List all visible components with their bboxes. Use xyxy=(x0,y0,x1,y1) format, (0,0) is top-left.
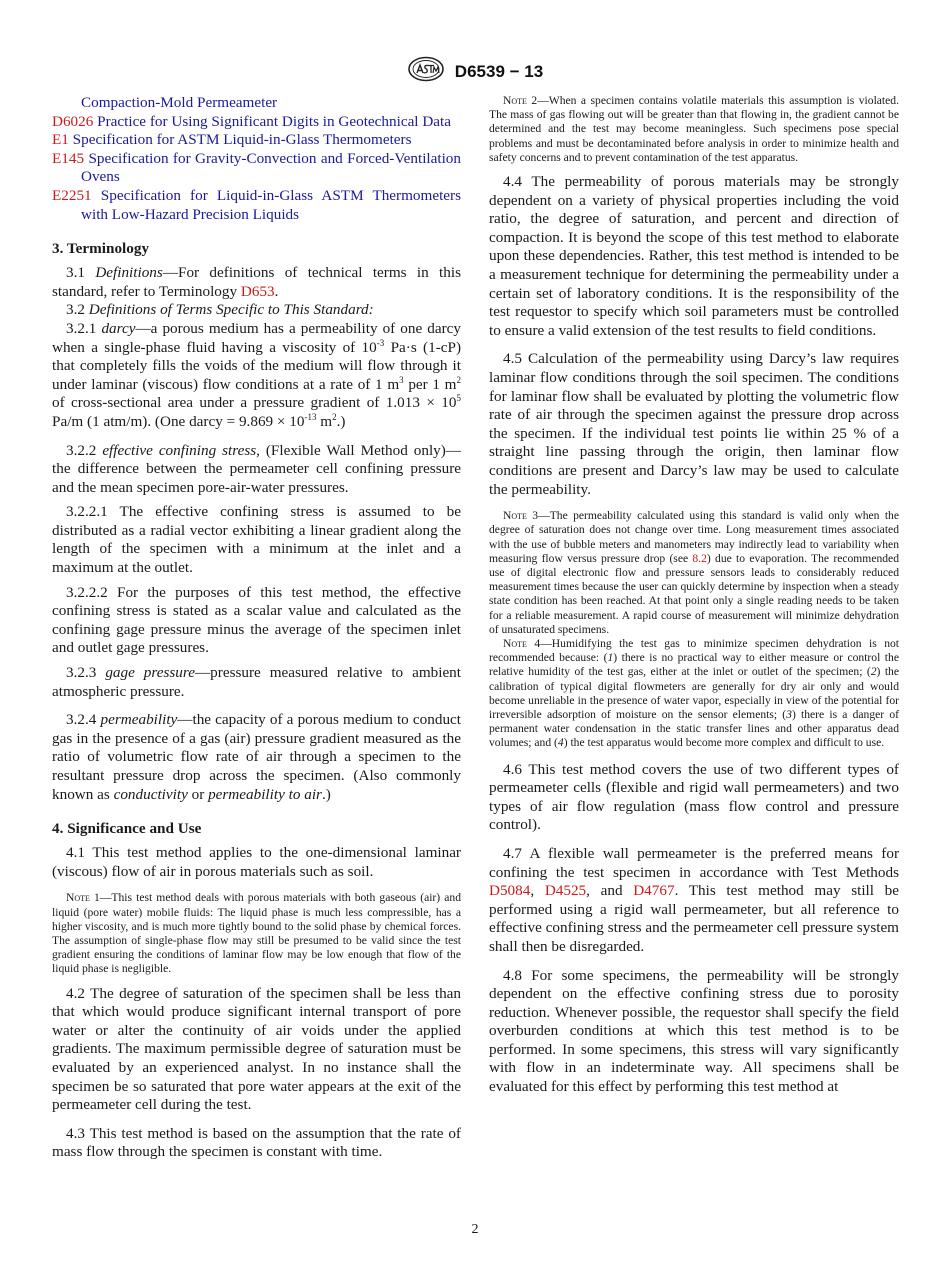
document-id: D6539 − 13 xyxy=(454,61,544,81)
section-link-8-2[interactable]: 8.2 xyxy=(692,551,707,565)
paragraph-4-3: 4.3 This test method is based on the assumption that the rate of mass flow through the specimen is constant with time. xyxy=(52,1124,461,1161)
paragraph-3-2-3: 3.2.3 gage pressure—pressure measured relative to ambient atmospheric pressure. xyxy=(52,664,461,700)
paragraph-3-2-1: 3.2.1 darcy—a porous medium has a permeability of one darcy when a single-phase fluid having a viscosity of $10^{-3}$ Pa·s (1-cP) that completely fills the voids of the medium will flow through it under laminar (viscous) flow conditions at a rate of 1 $m^3$ per 1 $m^2$ of cross-sectional area under a pressure gradient of $1.013 \times 10^5$ Pa/m (1 atm/m). (One darcy = $9.869 \times 10^{-13}$ $m^2$.) xyxy=(52,319,462,430)
reference-code-link[interactable]: E2251 xyxy=(52,186,92,204)
reference-item xyxy=(52,94,461,113)
reference-item xyxy=(52,187,461,224)
left-column xyxy=(52,94,461,1162)
reference-title[interactable]: Practice for Using Significant Digits in Geotechnical Data xyxy=(97,112,451,130)
note-1: Note 1—This test method deals with porous materials with both gaseous (air) and liquid (pore water) mobile fluids: The liquid phase is much less compressible, has a higher viscosity, and is much more tightly bound to the solid phase by chemical forces. The assumption of single-phase flow may still be presumed to be valid since the test gradient ensuring the conditions of laminar flow may be low enough that flow of the liquid phase is negligible. xyxy=(52,891,461,976)
paragraph-3-2-4: 3.2.4 permeability—the capacity of a porous medium to conduct gas in the presence of a gas (air) pressure gradient measured as the ratio of volumetric flow rate of air through a specimen to the resultant pressure drop across the specimen. (Also commonly known as conductivity or permeability to air.) xyxy=(52,711,461,803)
paragraph-4-5: 4.5 Calculation of the permeability using Darcy’s law requires laminar flow conditions through the soil specimen. The conditions for laminar flow shall be evaluated by plotting the volumetric flow rate of air through the specimen against the pressure drop across the specimen. If the individual test points lie within 25 % of a straight line passing through the origin, then laminar flow conditions are present and Darcy’s law may be used to calculate the permeability. xyxy=(489,350,899,498)
note-3: Note 3—The permeability calculated using this standard is valid only when the degree of saturation does not change over time. Long measurement times associated with the use of bubble meters and manometers may indirectly lead to variability when measuring flow versus pressure drop (see 8.2) due to evaporation. The recommended use of digital electronic flow and pressure sensors leads to considerably reduced measurement times because the user can quickly determine by inspection when a steady state condition has been reached. At that point only a single reading needs to be taken for a reliable measurement. A rapid course of measurement will minimize dehydration of unsaturated specimens. xyxy=(489,509,900,636)
page-header xyxy=(0,56,950,87)
standard-link-d4767[interactable]: D4767 xyxy=(633,882,675,900)
section-heading: 4. Significance and Use xyxy=(52,820,202,838)
reference-title: Compaction-Mold Permeameter xyxy=(81,94,278,111)
paragraph-4-4: 4.4 The permeability of porous materials may be strongly dependent on a variety of physical properties including the void ratio, the degree of saturation, and percent and direction of compaction. It is beyond the scope of this test method to elaborate upon these dependencies. Rather, this test method is intended to be a measurement technique for determining the permeability under a certain set of laboratory conditions. It is the responsibility of the test requestor to specify which soil parameters must be controlled to ensure a valid extension of the test results to field conditions. xyxy=(489,173,899,339)
reference-item xyxy=(52,113,461,132)
paragraph-3-2-2-1: 3.2.2.1 The effective confining stress is assumed to be distributed as a radial vector exhibiting a linear gradient along the length of the specimen with a minimum at the inlet and a maximum at the outlet. xyxy=(52,503,461,577)
astm-logo-icon xyxy=(407,56,445,87)
paragraph-4-8: 4.8 For some specimens, the permeability will be strongly dependent on the effective confining stress due to porosity reduction. Whenever possible, the requestor shall specify the field overburden conditions at which this test method is to be performed. In some specimens, this stress will vary significantly with flow in an indeterminate way. All specimens shall be evaluated for this effect by performing this test method at xyxy=(489,966,899,1096)
paragraph-4-1: 4.1 This test method applies to the one-dimensional laminar (viscous) flow of air in porous materials such as soil. xyxy=(52,844,461,880)
paragraph-3-2-2-2: 3.2.2.2 For the purposes of this test method, the effective confining stress is stated as a scalar value and calculated as the confining gage pressure minus the average of the specimen inlet and outlet gage pressures. xyxy=(52,583,461,657)
paragraph-3-1: 3.1 Definitions—For definitions of technical terms in this standard, refer to Terminology D653. xyxy=(52,264,461,300)
reference-code-link[interactable]: E145 xyxy=(52,149,85,167)
section-heading: 3. Terminology xyxy=(52,240,150,258)
reference-code-link[interactable]: D6026 xyxy=(52,112,94,130)
reference-item xyxy=(52,131,461,150)
paragraph-3-2: 3.2 Definitions of Terms Specific to This Standard: xyxy=(66,301,374,319)
reference-title[interactable]: Specification for Liquid-in-Glass ASTM Thermometers with Low-Hazard Precision Liquids xyxy=(81,186,461,223)
note-4: Note 4—Humidifying the test gas to minimize specimen dehydration is not recommended because: (1) there is no practical way to either measure or control the relative humidity of the test gas, either at the inlet or outlet of the specimen; (2) the calibration of typical digital flowmeters are generally for dry air only and would become unreliable in the presence of water vapor, especially in view of the potential for irreversible adsorption of moisture on the sensor elements; (3) there is a danger of permanent water condensation in the static transfer lines and other apparatus dead volumes; and (4) the test apparatus would become more complex and difficult to use. xyxy=(489,636,900,750)
paragraph-4-2: 4.2 The degree of saturation of the specimen shall be less than that which would produce significant internal transport of pore water or alter the continuity of air voids under the applied gradients. The maximum permissible degree of saturation must be evaluated by an experienced analyst. In no instance shall the specimen be so saturated that pore water appears at the exit of the permeameter cell during the test. xyxy=(52,984,461,1114)
reference-code-link[interactable]: E1 xyxy=(52,131,69,149)
note-2: Note 2—When a specimen contains volatile materials this assumption is violated. The mass of gas flowing out will be greater than that flowing in, the gradient cannot be determined and the test may become meaningless. Such specimens pose special problems and must be decontaminated before analysis in order to minimize health and safety concerns and to prevent contamination of the test apparatus. xyxy=(489,94,899,164)
paragraph-3-2-2: 3.2.2 effective confining stress, (Flexible Wall Method only)—the difference between the permeameter cell confining pressure and the mean specimen pore-air-water pressures. xyxy=(52,441,461,496)
paragraph-4-6: 4.6 This test method covers the use of two different types of permeameter cells (flexible and rigid wall permeameters) and two types of air flow regulation (mass flow control and pressure control). xyxy=(489,760,899,834)
standard-link-d4525[interactable]: D4525 xyxy=(544,882,587,900)
reference-title[interactable]: Specification for ASTM Liquid-in-Glass Thermometers xyxy=(72,131,412,149)
reference-title[interactable]: Specification for Gravity-Convection and Forced-Ventilation Ovens xyxy=(81,149,461,186)
term-link-d653[interactable]: D653 xyxy=(240,282,275,300)
paragraph-4-7: 4.7 A flexible wall permeameter is the preferred means for confining the test specimen in accordance with Test Methods D5084, D4525, and D4767. This test method may still be performed using a rigid wall permeameter, but all reference to effective confining stress and the permeameter cell pressure system shall then be disregarded. xyxy=(489,844,899,955)
standard-link-d5084[interactable]: D5084 xyxy=(489,882,531,900)
page-number: 2 xyxy=(471,1222,479,1237)
right-column xyxy=(489,94,899,1097)
reference-item xyxy=(52,150,461,187)
